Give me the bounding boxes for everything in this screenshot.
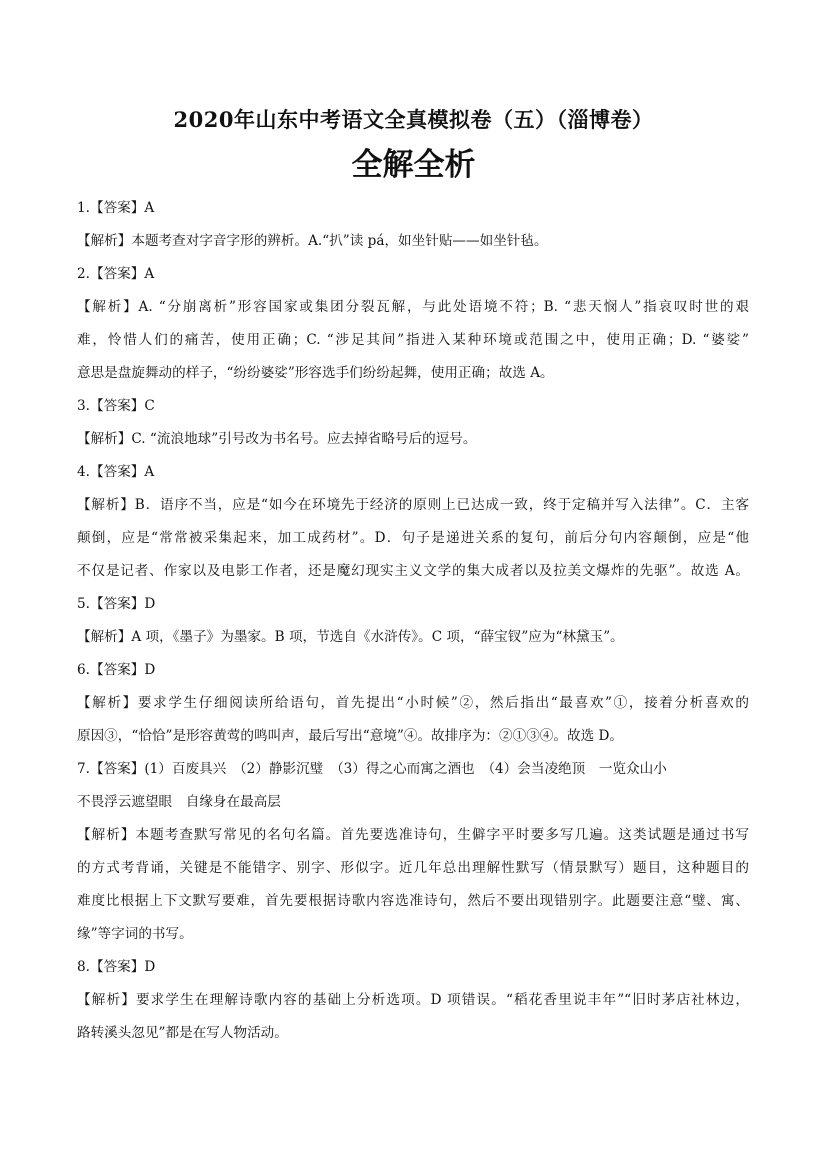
analysis-4-line: 不仅是记者、作家以及电影工作者，还是魔幻现实主义文学的集大成者以及拉美文爆炸的先驱”。故选 A。 xyxy=(77,563,749,579)
analysis-7-line: 难度比根据上下文默写要难，首先要根据诗歌内容选准诗句，然后不要出现错别字。此题要注意“璧、寓、 xyxy=(77,893,749,909)
analysis-1-line: 【解析】本题考查对字音字形的辨析。A.“扒”读 pá，如坐针贴——如坐针毡。 xyxy=(77,233,548,249)
answer-7-heading: 7.【答案】(1）百废具兴 （2）静影沉璧 （3）得之心而寓之酒也 （4）会当凌绝顶 一览众山小 xyxy=(77,761,667,777)
answer-1-heading: 1.【答案】A xyxy=(77,200,155,216)
answer-content xyxy=(77,192,749,1050)
document-subtitle: 全解全析 xyxy=(351,147,476,183)
analysis-2-line: 意思是盘旋舞动的样子，“纷纷婆娑”形容选手们纷纷起舞，使用正确；故选 A。 xyxy=(77,365,554,381)
answer-7-continuation: 不畏浮云遮望眼 自缘身在最高层 xyxy=(77,794,281,810)
analysis-2-line: 难，怜惜人们的痛苦，使用正确；C. “涉足其间”指进入某种环境或范围之中，使用正确；D. “婆娑” xyxy=(77,332,749,348)
analysis-3-line: 【解析】C. “流浪地球”引号改为书名号。应去掉省略号后的逗号。 xyxy=(77,431,477,447)
analysis-4-line: 【解析】B．语序不当，应是“如今在环境先于经济的原则上已达成一致，终于定稿并写入法律”。C．主客 xyxy=(77,497,749,513)
answer-4-heading: 4.【答案】A xyxy=(77,464,155,480)
analysis-2-line: 【解析】A. “分崩离析”形容国家或集团分裂瓦解，与此处语境不符；B. “悲天悯人”指哀叹时世的艰 xyxy=(77,299,749,315)
document-title: 2020年山东中考语文全真模拟卷（五）（淄博卷） xyxy=(173,107,654,132)
answer-6-heading: 6.【答案】D xyxy=(77,662,156,678)
answer-3-heading: 3.【答案】C xyxy=(77,398,155,414)
analysis-7-line: 的方式考背诵，关键是不能错字、别字、形似字。近几年总出理解性默写（情景默写）题目，这种题目的 xyxy=(77,860,749,876)
answer-5-heading: 5.【答案】D xyxy=(77,596,156,612)
analysis-4-line: 颠倒，应是“常常被采集起来，加工成药材”。D．句子是递进关系的复句，前后分句内容颠倒，应是“他 xyxy=(77,530,749,546)
answer-8-heading: 8.【答案】D xyxy=(77,959,156,975)
analysis-7-line: 【解析】本题考查默写常见的名句名篇。首先要选准诗句，生僻字平时要多写几遍。这类试题是通过书写 xyxy=(77,827,749,843)
analysis-7-line: 缘”等字词的书写。 xyxy=(77,926,193,942)
analysis-8-line: 路转溪头忽见”都是在写人物活动。 xyxy=(77,1025,288,1041)
analysis-6-line: 【解析】要求学生仔细阅读所给语句，首先提出“小时候”②，然后指出“最喜欢”①，接着分析喜欢的 xyxy=(77,695,749,711)
analysis-8-line: 【解析】要求学生在理解诗歌内容的基础上分析选项。D 项错误。“稻花香里说丰年”“旧时茅店社林边， xyxy=(77,992,749,1008)
analysis-5-line: 【解析】A 项，《墨子》为墨家。B 项，节选自《水浒传》。C 项，“薛宝钗”应为“林黛玉”。 xyxy=(77,629,624,645)
analysis-6-line: 原因③，“恰恰”是形容黄莺的鸣叫声，最后写出“意境”④。故排序为：②①③④。故选 D。 xyxy=(77,728,623,744)
answer-2-heading: 2.【答案】A xyxy=(77,266,155,282)
